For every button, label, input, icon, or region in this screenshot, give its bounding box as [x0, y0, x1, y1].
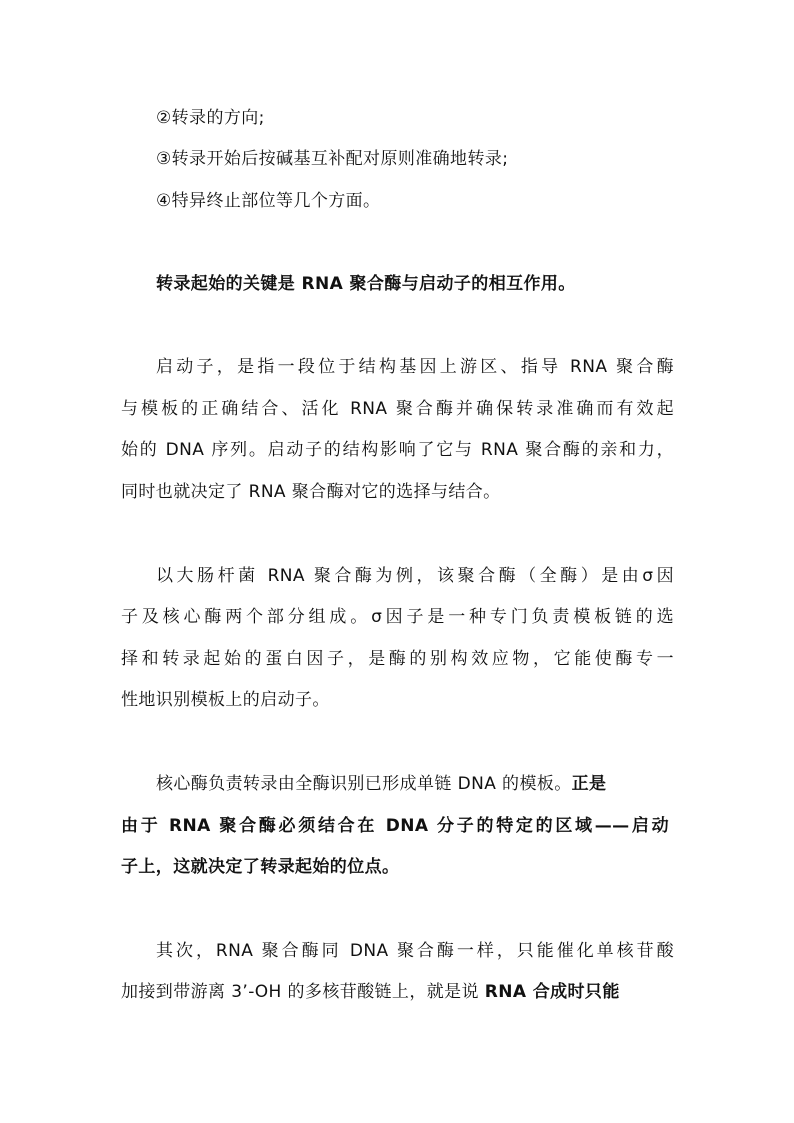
section-heading: 转录起始的关键是 RNA 聚合酶与启动子的相互作用。 [156, 274, 576, 294]
para4-line2-normal: 加接到带游离 3’-OH 的多核苷酸链上，就是说 [121, 982, 485, 1002]
para2-line1: 以大肠杆菌 RNA 聚合酶为例，该聚合酶（全酶）是由σ因 [156, 566, 674, 586]
para4-line1: 其次，RNA 聚合酶同 DNA 聚合酶一样，只能催化单核苷酸 [156, 941, 674, 961]
list-item-4: ④特异终止部位等几个方面。 [156, 191, 381, 211]
para1-line2: 与模板的正确结合、活化 RNA 聚合酶并确保转录准确而有效起 [121, 399, 674, 419]
para3-line1-normal: 核心酶负责转录由全酶识别已形成单链 DNA 的模板。 [156, 774, 572, 794]
para1-line4: 同时也就决定了 RNA 聚合酶对它的选择与结合。 [121, 482, 501, 502]
para2-line2: 子及核心酶两个部分组成。σ因子是一种专门负责模板链的选 [121, 607, 674, 627]
para4-line2 [121, 980, 620, 1004]
para2-line4: 性地识别模板上的启动子。 [121, 690, 330, 710]
list-item-2: ②转录的方向; [156, 108, 265, 128]
para3-line1-bold: 正是 [571, 774, 607, 794]
para3-line1 [156, 772, 606, 796]
para3-line2: 由于 RNA 聚合酶必须结合在 DNA 分子的特定的区域——启动 [121, 816, 669, 836]
para3-line3: 子上，这就决定了转录起始的位点。 [121, 857, 400, 877]
para2-line3: 择和转录起始的蛋白因子，是酶的别构效应物，它能使酶专一 [121, 649, 674, 669]
para4-line2-bold: RNA 合成时只能 [484, 982, 620, 1002]
list-item-3: ③转录开始后按碱基互补配对原则准确地转录; [156, 149, 509, 169]
para1-line3: 始的 DNA 序列。启动子的结构影响了它与 RNA 聚合酶的亲和力， [121, 440, 674, 460]
para1-line1: 启动子，是指一段位于结构基因上游区、指导 RNA 聚合酶 [156, 357, 674, 377]
